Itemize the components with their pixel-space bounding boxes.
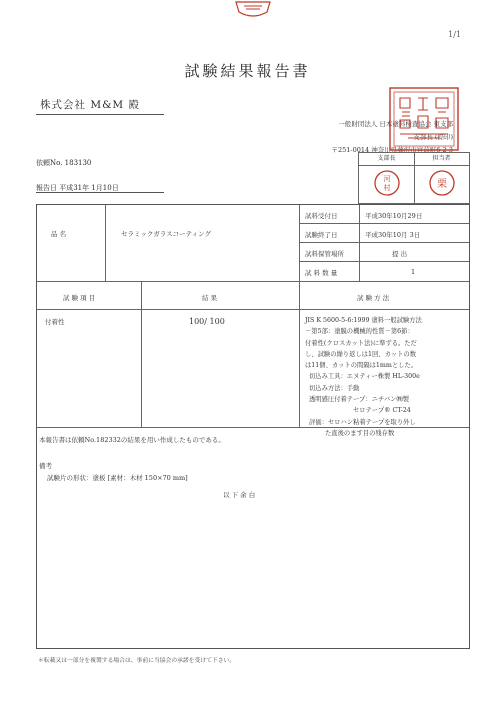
results-header-method: 試 験 方 法: [357, 294, 390, 302]
remarks-text: 試験片の形状：塗板 [素材：木材 150×70 mm]: [47, 474, 188, 482]
approval-box: [358, 152, 470, 204]
reference-note: 本報告書は依頼No.182332の結果を用い作成したものである。: [39, 436, 225, 444]
test-end-date-label: 試験終了日: [305, 231, 338, 239]
report-number: 依頼No. 183130: [36, 159, 92, 167]
received-date-label: 試料受付日: [305, 212, 338, 220]
remarks-label: 備考: [39, 462, 52, 470]
test-method: JIS K 5600-5-6:1999 塗料一般試験方法 －第5部：塗膜の機械的性質－第6節： 付着性(クロスカット法)に準ずる。ただ し、試験の繰り返しは1回、カットの数 は11個、カットの間隔は1mmとした。 切込み工具：エヌティー株製 HL-300e 切込み方法：手動 透明感圧付着テープ：ニチバン㈱製 セロテープ® CT-24 評価：セロハン粘着テープを取り外し た直後のます目の残存数: [305, 317, 422, 437]
report-date: 報告日 平成31年 1月10日: [36, 184, 119, 192]
sample-name-label: 品 名: [51, 230, 67, 238]
issuer-address: 〒251-0014 神奈川県藤沢市宮前町6-2-3: [331, 146, 453, 154]
top-seal-icon: [234, 0, 272, 18]
results-header-item: 試 験 項 目: [63, 294, 96, 302]
test-end-date-value: 平成30年10月 3日: [365, 231, 421, 239]
storage-value: 提 出: [392, 250, 408, 258]
report-date-underline: [36, 192, 164, 193]
results-header-result: 結 果: [202, 294, 218, 302]
quantity-value: 1: [411, 268, 416, 276]
result-item: 付着性: [45, 318, 65, 326]
official-seal-icon: [388, 86, 460, 152]
issuer-head: 支部長 (捺印): [413, 133, 453, 141]
sample-name-value: セラミックガラスコーティング: [121, 230, 212, 238]
svg-text:河: 河: [383, 175, 391, 183]
result-value: 100/ 100: [189, 317, 225, 326]
head-seal-icon: [373, 169, 401, 197]
approval-label-staff: 担当者: [414, 153, 469, 166]
issuer-org: 一般財団法人 日本塗料検査協会 東支部: [338, 120, 453, 128]
page-number: 1/1: [448, 30, 461, 39]
report-frame: [36, 204, 470, 649]
recipient: 株式会社 M&M 殿: [40, 99, 141, 111]
svg-text:栗: 栗: [437, 179, 447, 190]
svg-text:村: 村: [383, 184, 391, 192]
storage-label: 試料保管場所: [305, 250, 344, 258]
approval-label-head: 支部長: [359, 153, 415, 166]
footer-note: ＊転載又は一部分を複製する場合は、事前に当協会の承諾を受けて下さい。: [38, 658, 236, 664]
received-date-value: 平成30年10月29日: [365, 212, 423, 220]
document-title: 試験結果報告書: [184, 62, 311, 80]
end-mark: 以 下 余 白: [223, 491, 256, 499]
staff-seal-icon: [428, 169, 456, 197]
quantity-label: 試 料 数 量: [305, 269, 338, 277]
recipient-underline: [36, 114, 164, 115]
